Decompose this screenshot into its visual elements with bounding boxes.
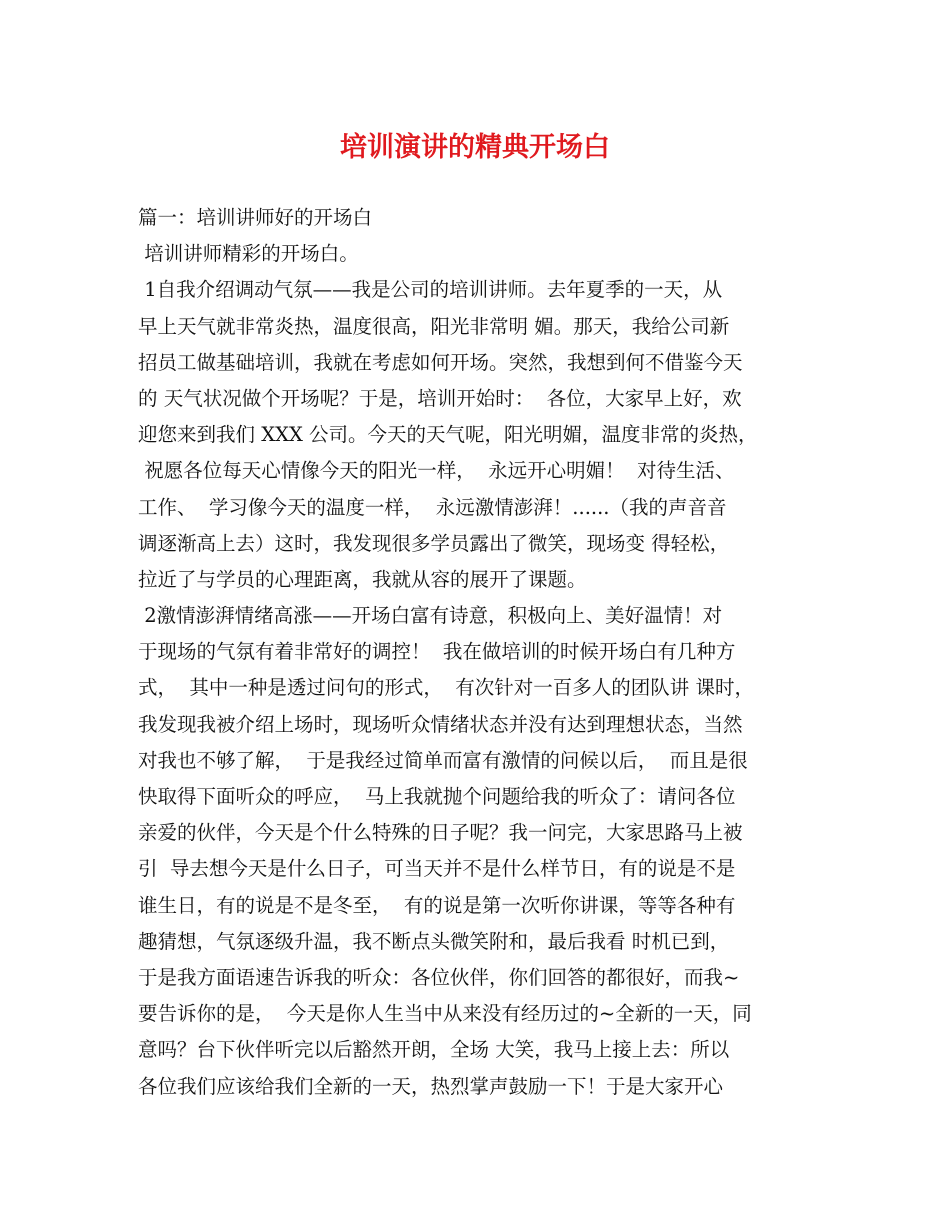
text-line: 早上天气就非常炎热，温度很高，阳光非常明 媚。那天，我给公司新 [138, 314, 730, 338]
text-line: 亲爱的伙伴，今天是个什么特殊的日子呢？我一问完，大家思路马上被 [138, 821, 743, 845]
text-line: 式， 其中一种是透过问句的形式， 有次针对一百多人的团队讲 课时， [138, 676, 754, 700]
text-line: 引 导去想今天是什么日子，可当天并不是什么样节日，有的说是不是 [138, 857, 736, 881]
text-line: 2激情澎湃情绪高涨——开场白富有诗意，积极向上、美好温情！对 [138, 604, 723, 628]
text-line: 祝愿各位每天心情像今天的阳光一样， 永远开心明媚！ 对待生活、 [138, 459, 735, 483]
text-line: 于是我方面语速告诉我的听众：各位伙伴，你们回答的都很好，而我~ [138, 965, 740, 989]
text-line: 调逐渐高上去）这时，我发现很多学员露出了微笑，现场变 得轻松， [138, 531, 730, 555]
text-line: 1自我介绍调动气氛——我是公司的培训讲师。去年夏季的一天，从 [138, 278, 723, 302]
document-body [138, 200, 838, 1105]
text-line: 的 天气状况做个开场呢？于是，培训开始时： 各位，大家早上好，欢 [138, 386, 742, 410]
text-line: 工作、 学习像今天的温度一样， 永远激情澎湃！......（我的声音音 [138, 495, 727, 519]
text-line: 迎您来到我们 XXX 公司。今天的天气呢，阳光明媚，温度非常的炎热， [138, 423, 758, 447]
text-line: 培训讲师精彩的开场白。 [138, 242, 359, 266]
text-line: 我发现我被介绍上场时，现场听众情绪状态并没有达到理想状态，当然 [138, 712, 743, 736]
text-line: 于现场的气氛有着非常好的调控！ 我在做培训的时候开场白有几种方 [138, 640, 736, 664]
text-line: 篇一：培训讲师好的开场白 [138, 206, 373, 229]
text-line: 招员工做基础培训，我就在考虑如何开场。突然，我想到何不借鉴今天 [138, 350, 743, 374]
text-line: 对我也不够了解， 于是我经过简单而富有激情的问候以后， 而且是很 [138, 748, 748, 772]
text-line: 谁生日，有的说是不是冬至， 有的说是第一次听你讲课，等等各种有 [138, 893, 736, 917]
text-line: 意吗？台下伙伴听完以后豁然开朗，全场 大笑，我马上接上去：所以 [138, 1038, 730, 1062]
text-line: 要告诉你的是， 今天是你人生当中从来没有经历过的~全新的一天，同 [138, 1002, 752, 1026]
document-title: 培训演讲的精典开场白 [340, 132, 610, 163]
text-line: 各位我们应该给我们全新的一天，热烈掌声鼓励一下！于是大家开心 [138, 1074, 724, 1098]
text-line: 拉近了与学员的心理距离，我就从容的展开了课题。 [138, 567, 587, 591]
text-line: 趣猜想，气氛逐级升温，我不断点头微笑附和，最后我看 时机已到， [138, 929, 730, 953]
text-line: 快取得下面听众的呼应， 马上我就抛个问题给我的听众了：请问各位 [138, 785, 736, 808]
